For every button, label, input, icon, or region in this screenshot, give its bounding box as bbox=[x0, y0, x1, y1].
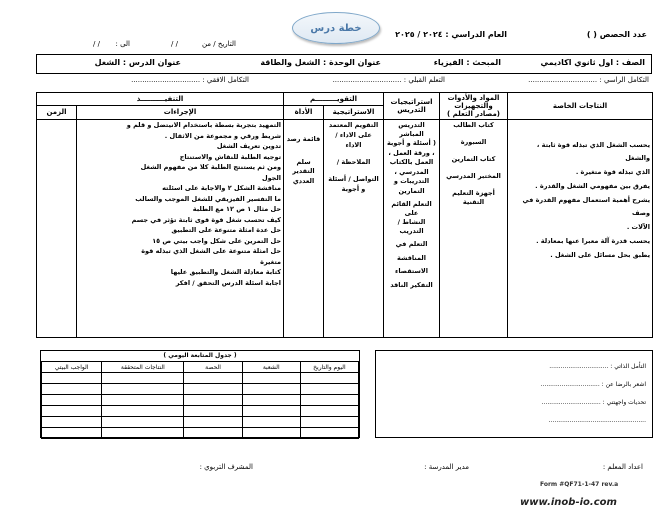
followup-cell[interactable] bbox=[242, 395, 300, 406]
procedure-item: حل مثال ١ ص ١٢ مع الطلبة bbox=[192, 205, 282, 213]
followup-cell[interactable] bbox=[102, 384, 184, 395]
strategy-item: الاستقصاء bbox=[395, 267, 428, 275]
followup-cell[interactable] bbox=[184, 373, 242, 384]
followup-cell[interactable] bbox=[42, 428, 102, 439]
table-row bbox=[42, 417, 359, 428]
prior-learning: التعلم القبلي : ............................... bbox=[332, 76, 445, 84]
form-code: Form #QF71-1-47 rev.a bbox=[540, 481, 619, 488]
procedure-item: ومن ثم يستنتج الطلبة كلا من مفهوم الشغل bbox=[140, 163, 282, 171]
lesson-title-label: عنوان الدرس : الشغل bbox=[94, 58, 181, 67]
date-range bbox=[36, 40, 236, 52]
outcome-item: يشرح أهمية استعمال مفهوم القدرة في وصف bbox=[522, 196, 651, 217]
date-to-label: الى : bbox=[115, 40, 130, 48]
followup-cell[interactable] bbox=[102, 395, 184, 406]
strategy-item: ( أسئلة و أجوبة bbox=[386, 139, 437, 147]
procedure-item: الجول bbox=[261, 173, 282, 182]
procedure-item: شريط ورقي و مجموعة من الاثقال . bbox=[164, 131, 282, 140]
assessment-strategy-item: على الاداء / bbox=[335, 131, 372, 139]
strategy-item: التعلم في bbox=[395, 240, 428, 248]
table-row bbox=[42, 406, 359, 417]
strategy-item: التدريبات و bbox=[393, 177, 430, 185]
assessment-strategy-header: الاستراتيجية bbox=[324, 105, 384, 119]
table-row bbox=[42, 384, 359, 395]
followup-cell[interactable] bbox=[184, 428, 242, 439]
procedure-item: كيف تحسب شغل قوة قوى ثابتة تؤثر في جسم bbox=[131, 215, 282, 224]
followup-cell[interactable] bbox=[184, 395, 242, 406]
followup-cell[interactable] bbox=[242, 406, 300, 417]
outcome-item: الآلات . bbox=[626, 223, 651, 231]
followup-cell[interactable] bbox=[242, 417, 300, 428]
table-row bbox=[42, 428, 359, 439]
followup-cell[interactable] bbox=[242, 373, 300, 384]
followup-cell[interactable] bbox=[300, 406, 358, 417]
followup-cell[interactable] bbox=[300, 417, 358, 428]
followup-cell[interactable] bbox=[184, 384, 242, 395]
procedure-item: التمهيد بتجربة بسطة باستخدام الانيتضل و قلم و bbox=[126, 121, 282, 129]
strategy-item: التدريس المباشر bbox=[398, 121, 425, 138]
followup-cell[interactable] bbox=[242, 384, 300, 395]
challenges-line: تحديات واجهتني : ............................... bbox=[541, 399, 646, 406]
page-title: خطة درس bbox=[292, 12, 380, 44]
outcomes-cell bbox=[508, 120, 653, 338]
procedure-item: حل عدة امثلة متنوعة على التطبيق bbox=[171, 226, 282, 234]
material-item: كتاب التمارين bbox=[451, 155, 496, 163]
supervisor-label: المشرف التربوي : bbox=[199, 463, 253, 471]
strategy-item: التفكير الناقد bbox=[390, 280, 433, 289]
followup-col-header: النتاجات المتحققة bbox=[102, 362, 184, 373]
lesson-plan-table bbox=[36, 92, 653, 338]
materials-cell bbox=[440, 120, 508, 338]
assessment-header: التقويـــــــــم bbox=[284, 93, 384, 106]
procedure-item: مناقشة الشكل ٢ والاجابة على اسئلته bbox=[162, 184, 282, 192]
reflection-line: التأمل الذاتي : ............................... bbox=[549, 363, 646, 370]
followup-title: ( جدول المتابعة اليومي ) bbox=[163, 352, 237, 359]
procedure-item: تدوين تعريف الشغل bbox=[216, 142, 282, 150]
followup-cell[interactable] bbox=[42, 384, 102, 395]
outcome-item: الذي تبذله قوة متغيرة . bbox=[575, 168, 651, 176]
assessment-tool-header: الأداة bbox=[284, 105, 324, 119]
school-year: العام الدراسي : ٢٠٢٤ / ٢٠٢٥ bbox=[395, 30, 507, 39]
execution-header: التنفيــــــــــذ bbox=[37, 93, 284, 106]
time-cell bbox=[37, 120, 77, 338]
procedure-item: كتابة معادلة الشغل والتطبيق عليها bbox=[170, 268, 282, 276]
outcome-item: يطبق بحل مسائل على الشغل . bbox=[550, 251, 651, 259]
followup-cell[interactable] bbox=[300, 384, 358, 395]
date-from-value: / / bbox=[171, 40, 178, 48]
followup-cell[interactable] bbox=[102, 417, 184, 428]
procedure-item: حل التمرين على شكل واجب بيتي ص ١٥ bbox=[152, 236, 282, 245]
followup-table-box bbox=[40, 350, 360, 438]
strategy-item: التعلم القائم على bbox=[391, 200, 432, 217]
material-item: السبورة bbox=[460, 138, 487, 146]
followup-col-header: الشعبة bbox=[242, 362, 300, 373]
strategies-header: استراتيجيات التدريس bbox=[384, 93, 440, 120]
followup-cell[interactable] bbox=[300, 395, 358, 406]
followup-cell[interactable] bbox=[184, 417, 242, 428]
strategy-item: المناقشة bbox=[397, 253, 426, 262]
assessment-strategy-item: و أجوبة bbox=[341, 185, 366, 193]
grade-label: الصف : اول ثانوي اكاديمي bbox=[540, 58, 645, 67]
assessment-tool-cell bbox=[284, 120, 324, 338]
strategy-item: العمل بالكتاب bbox=[389, 158, 434, 166]
prepared-by: اعداد المعلم : bbox=[602, 463, 643, 471]
procedure-item: متغيرة bbox=[260, 257, 282, 266]
assessment-strategy-item: التقويم المعتمد bbox=[328, 121, 379, 129]
assessment-tool-item: سلم التقدير bbox=[292, 158, 315, 175]
subject-label: المبحث : الفيزياء bbox=[433, 58, 501, 67]
followup-cell[interactable] bbox=[102, 406, 184, 417]
followup-cell[interactable] bbox=[42, 395, 102, 406]
vertical-integration: التكامل الراسي : ............................... bbox=[528, 76, 649, 84]
followup-cell[interactable] bbox=[300, 428, 358, 439]
followup-cell[interactable] bbox=[42, 373, 102, 384]
procedures-header: الإجراءات bbox=[77, 105, 284, 119]
lesson-info-row bbox=[36, 54, 652, 74]
material-item: كتاب الطالب bbox=[453, 121, 494, 129]
followup-cell[interactable] bbox=[102, 428, 184, 439]
strategy-item: المدرسي ، bbox=[394, 167, 429, 176]
followup-cell[interactable] bbox=[242, 428, 300, 439]
strategy-item: النشاط / التدريب bbox=[397, 218, 426, 235]
table-row bbox=[42, 395, 359, 406]
procedure-item: ما التفسير الفيزيقي للشغل الموجب والسالب bbox=[135, 194, 282, 203]
unit-label: عنوان الوحدة : الشغل والطاقة bbox=[260, 58, 381, 67]
procedure-item: حل امثلة متنوعة على الشغل الذي تبذله قوة bbox=[141, 247, 282, 255]
assessment-strategy-item: الملاحظة / bbox=[336, 158, 371, 166]
material-item: أجهزة التعليم التقنية bbox=[452, 189, 495, 206]
principal-label: مدير المدرسة : bbox=[424, 463, 469, 471]
outcome-item: يفرق بين مفهومي الشغل والقدرة . bbox=[535, 182, 651, 190]
reflection-box bbox=[375, 350, 653, 438]
followup-table bbox=[41, 361, 359, 439]
horizontal-integration: التكامل الافقي : ............................... bbox=[131, 76, 249, 84]
assessment-strategy-item: التواصل / أسئلة bbox=[328, 175, 379, 183]
materials-header: المواد والأدوات والتجهيزات (مصادر التعلم ) bbox=[440, 93, 508, 120]
followup-cell[interactable] bbox=[300, 373, 358, 384]
followup-col-header: الواجب البيتي bbox=[42, 362, 102, 373]
strategy-item: ، ورقة العمل ، bbox=[388, 148, 435, 157]
followup-cell[interactable] bbox=[42, 406, 102, 417]
assessment-strategy-cell bbox=[324, 120, 384, 338]
sessions-count: عدد الحصص ( ) bbox=[586, 30, 647, 39]
time-header: الزمن bbox=[37, 105, 77, 119]
outcomes-header: النتاجات الخاصة bbox=[508, 93, 653, 120]
assessment-strategy-item: الاداء bbox=[345, 141, 362, 149]
followup-cell[interactable] bbox=[102, 373, 184, 384]
satisfied-line: اشعر بالرضا عن : ............................... bbox=[540, 381, 646, 388]
date-to-value: / / bbox=[93, 40, 100, 48]
assessment-tool-item: قائمة رصد bbox=[286, 135, 321, 143]
strategies-cell bbox=[384, 120, 440, 338]
followup-col-header: الحصة bbox=[184, 362, 242, 373]
procedures-cell bbox=[77, 120, 284, 338]
followup-col-header: اليوم والتاريخ bbox=[300, 362, 358, 373]
improve-line: ................................................... bbox=[548, 417, 646, 424]
outcome-item: يحسب الشغل الذي تبذله قوة ثابتة ، والشغل bbox=[536, 141, 651, 162]
followup-cell[interactable] bbox=[42, 417, 102, 428]
table-row bbox=[42, 373, 359, 384]
material-item: المختبر المدرسي bbox=[446, 172, 501, 180]
assessment-tool-item: العددي bbox=[292, 177, 315, 185]
date-from-label: التاريخ / من bbox=[201, 40, 236, 48]
procedure-item: اجابة اسئلة الدرس التحقق / افكر bbox=[175, 278, 282, 287]
outcome-item: يحسب قدرة آلة معبرا عنها بمعادلة . bbox=[536, 237, 651, 245]
strategy-item: التمارين bbox=[398, 186, 425, 195]
procedure-item: توجيه الطلبة للنقاش والاستنتاج bbox=[179, 152, 282, 161]
followup-cell[interactable] bbox=[184, 406, 242, 417]
website-link[interactable]: www.inob-io.com bbox=[520, 497, 617, 508]
